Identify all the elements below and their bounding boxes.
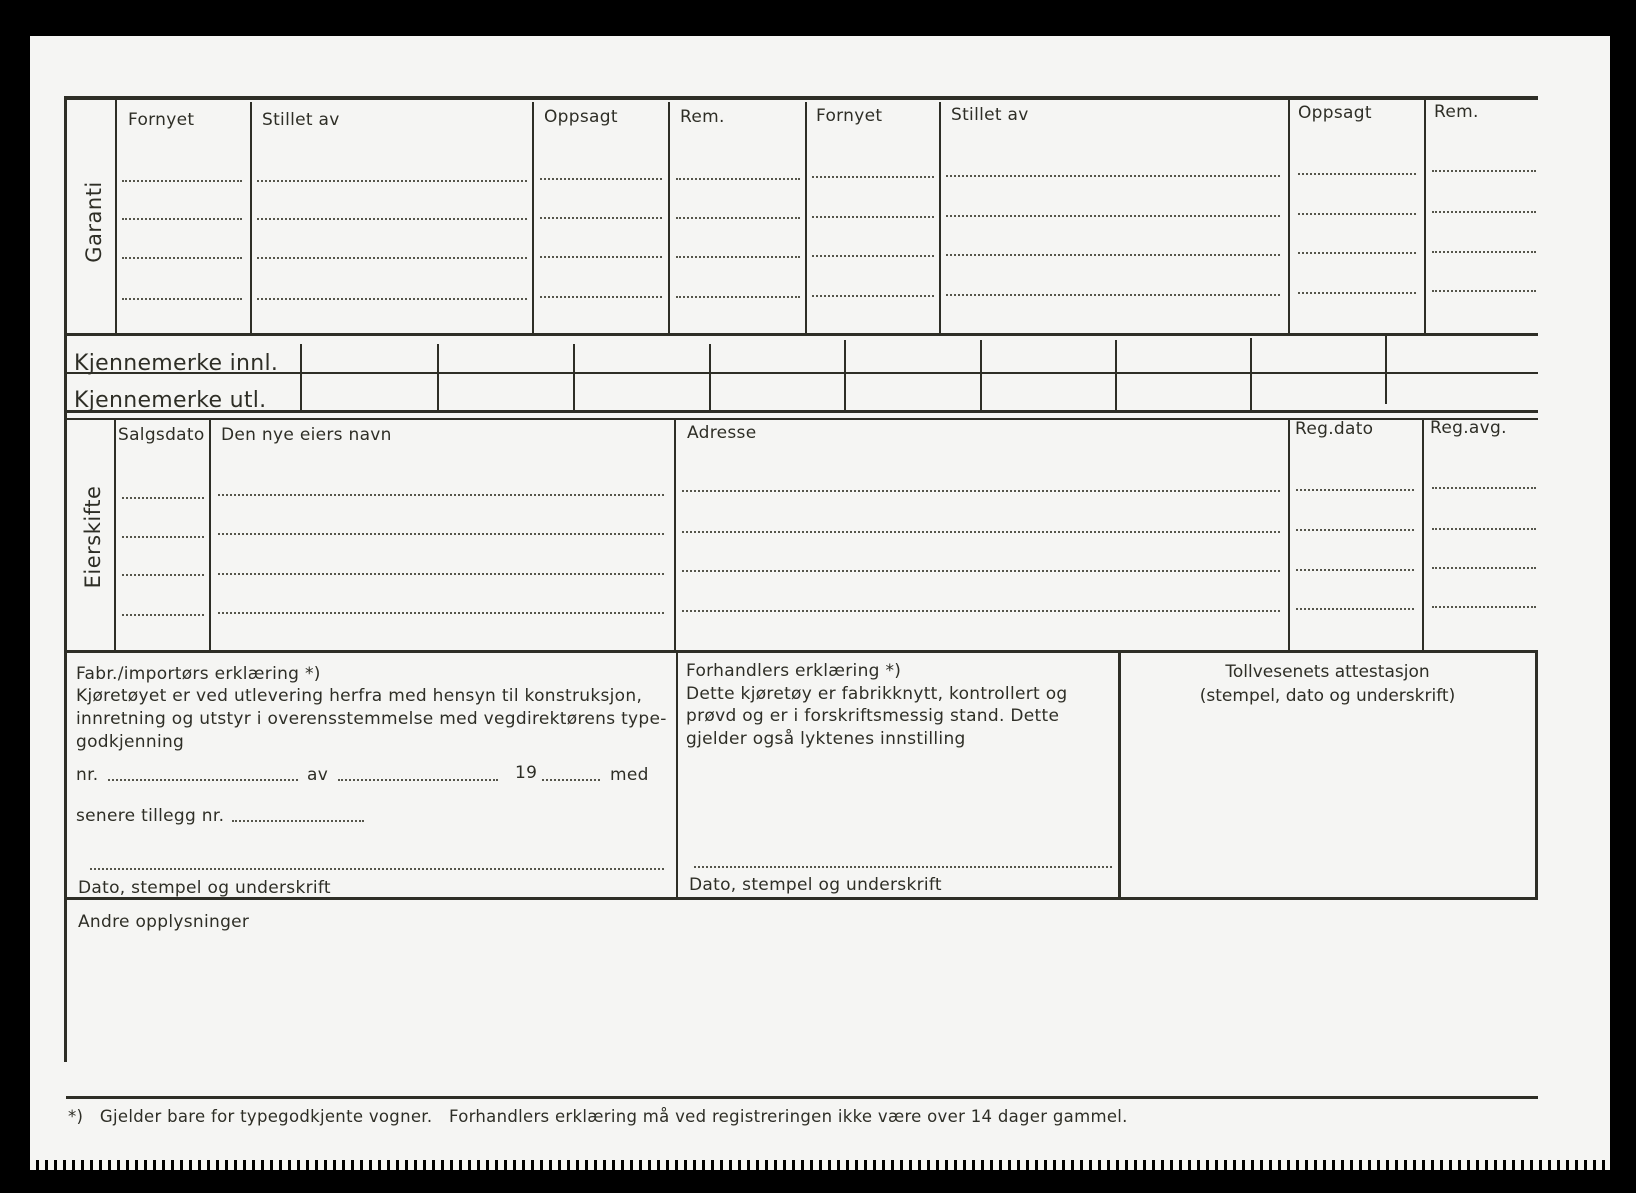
bottom-border <box>66 1096 1538 1099</box>
eierskifte-col-divider <box>1422 418 1424 652</box>
forhandler-text-line: prøvd og er i forskriftsmessig stand. Dette <box>686 706 1060 726</box>
garanti-header-oppsagt: Oppsagt <box>544 107 618 127</box>
left-border <box>64 96 67 1062</box>
eierskifte-header-reg-dato: Reg.dato <box>1295 419 1374 439</box>
footnote: *) Gjelder bare for typegodkjente vogner. Forhandlers erklæring må ved registreringen ikke være over 14 dager gammel. <box>68 1107 1128 1126</box>
forhandler-title: Forhandlers erklæring *) <box>686 661 902 681</box>
eierskifte-header-salgsdato: Salgsdato <box>118 425 205 445</box>
fabr-signature-line[interactable] <box>90 868 664 870</box>
garanti-header-stillet-av: Stillet av <box>262 110 340 130</box>
top-border <box>66 96 1538 100</box>
garanti-side-label: Garanti <box>82 181 106 263</box>
fabr-year-field[interactable] <box>542 779 600 781</box>
garanti-col-divider <box>1424 100 1426 335</box>
garanti-col-divider <box>532 102 534 335</box>
eierskifte-side-divider <box>114 420 116 652</box>
fabr-nr-label: nr. <box>76 765 99 785</box>
forhandler-text-line: Dette kjøretøy er fabrikknytt, kontrollert og <box>686 684 1068 704</box>
garanti-header-rem: Rem. <box>680 107 725 127</box>
fabr-year-prefix: 19 <box>515 763 538 783</box>
fabr-text-line: innretning og utstyr i overensstemmelse med vegdirektørens type- <box>76 709 667 729</box>
kjennemerke-col-divider <box>300 344 302 412</box>
kjennemerke-col-divider <box>844 340 846 412</box>
fabr-av-field[interactable] <box>338 779 498 781</box>
kjennemerke-col-divider <box>1115 340 1117 412</box>
kjennemerke-col-divider <box>980 340 982 412</box>
fabr-med-label: med <box>610 765 649 785</box>
fabr-av-label: av <box>307 765 329 785</box>
fabr-nr-field[interactable] <box>108 779 298 781</box>
forhandler-signature-line[interactable] <box>694 866 1112 868</box>
forhandler-text-line: gjelder også lyktenes innstilling <box>686 729 966 749</box>
garanti-header-oppsagt-2: Oppsagt <box>1298 103 1372 123</box>
garanti-col-divider <box>1288 100 1290 335</box>
eierskifte-col-divider <box>674 420 676 652</box>
declaration-divider <box>676 652 678 899</box>
fabr-tillegg-label: senere tillegg nr. <box>76 806 225 826</box>
kjennemerke-col-divider <box>1250 338 1252 412</box>
perforated-edge <box>30 1160 1610 1170</box>
fabr-tillegg-field[interactable] <box>232 820 364 822</box>
garanti-bottom-line <box>66 333 1538 336</box>
garanti-col-divider <box>668 102 670 335</box>
kjennemerke-col-divider <box>437 344 439 412</box>
fabr-title: Fabr./importørs erklæring *) <box>76 664 321 684</box>
eierskifte-header-reg-avg: Reg.avg. <box>1430 418 1507 438</box>
garanti-header-fornyet: Fornyet <box>128 110 195 130</box>
eierskifte-header-adresse: Adresse <box>687 423 757 443</box>
kjennemerke-col-divider <box>573 344 575 412</box>
kjennemerke-col-divider <box>709 344 711 412</box>
kjennemerke-col-divider <box>1385 336 1387 404</box>
forhandler-signature-label: Dato, stempel og underskrift <box>689 875 942 895</box>
garanti-col-divider <box>805 102 807 335</box>
garanti-header-fornyet-2: Fornyet <box>816 106 883 126</box>
garanti-header-stillet-av-2: Stillet av <box>951 105 1029 125</box>
garanti-side-divider <box>115 98 117 335</box>
eierskifte-bottom-line <box>66 650 1538 653</box>
garanti-header-rem-2: Rem. <box>1434 102 1479 122</box>
toll-subtitle: (stempel, dato og underskrift) <box>1199 686 1456 706</box>
garanti-col-divider <box>939 102 941 335</box>
eierskifte-header-navn: Den nye eiers navn <box>221 425 392 445</box>
toll-title: Tollvesenets attestasjon <box>1225 662 1430 682</box>
fabr-text-line: Kjøretøyet er ved utlevering herfra med hensyn til konstruksjon, <box>76 686 643 706</box>
kjennemerke-mid-line <box>66 372 1538 374</box>
andre-opplysninger-label: Andre opplysninger <box>78 912 250 932</box>
eierskifte-col-divider <box>209 420 211 652</box>
kjennemerke-innl-label: Kjennemerke innl. <box>74 351 279 376</box>
fabr-signature-label: Dato, stempel og underskrift <box>78 878 331 898</box>
andre-opplysninger-area[interactable] <box>70 935 1530 1091</box>
fabr-text-line: godkjenning <box>76 732 185 752</box>
kjennemerke-bottom-line <box>66 410 1538 413</box>
kjennemerke-utl-label: Kjennemerke utl. <box>74 388 267 413</box>
toll-attestation <box>1120 662 1535 706</box>
right-border-declaration <box>1535 650 1538 900</box>
eierskifte-col-divider <box>1288 418 1290 652</box>
garanti-col-divider <box>250 102 252 335</box>
eierskifte-side-label: Eierskifte <box>81 485 105 589</box>
